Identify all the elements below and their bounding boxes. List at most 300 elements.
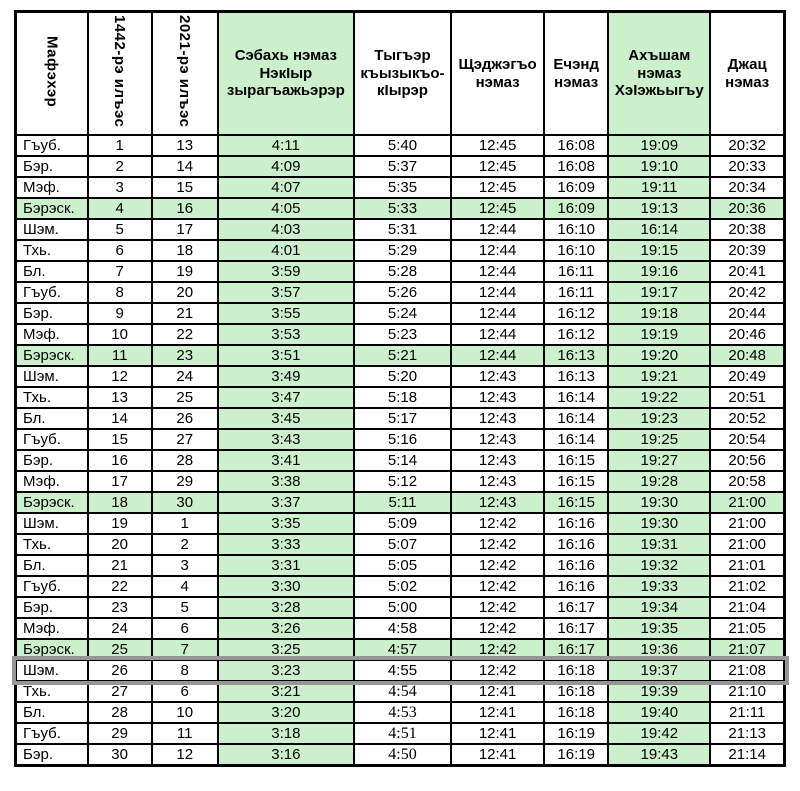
table-row: [16, 534, 785, 555]
time-cell: 4:03: [218, 219, 354, 240]
time-cell: 12:43: [451, 366, 544, 387]
day-cell: Бл.: [16, 555, 88, 576]
time-cell: 20:49: [710, 366, 784, 387]
time-cell: 16:16: [544, 534, 608, 555]
time-cell: 12:44: [451, 282, 544, 303]
time-cell: 4:51: [354, 723, 451, 744]
time-cell: 12:45: [451, 198, 544, 219]
table-row: [16, 261, 785, 282]
time-cell: 17: [88, 471, 152, 492]
time-cell: 16:14: [544, 387, 608, 408]
time-cell: 12:45: [451, 156, 544, 177]
time-cell: 7: [152, 639, 218, 660]
time-cell: 24: [88, 618, 152, 639]
time-cell: 21: [152, 303, 218, 324]
time-cell: 20: [152, 282, 218, 303]
time-cell: 21:02: [710, 576, 784, 597]
time-cell: 21:00: [710, 492, 784, 513]
time-cell: 5:18: [354, 387, 451, 408]
time-cell: 19:43: [608, 744, 710, 766]
time-cell: 16:17: [544, 639, 608, 660]
time-cell: 5:26: [354, 282, 451, 303]
day-cell: Тхь.: [16, 240, 88, 261]
day-cell: Бл.: [16, 702, 88, 723]
time-cell: 3:53: [218, 324, 354, 345]
time-cell: 26: [88, 660, 152, 681]
time-cell: 16:11: [544, 261, 608, 282]
time-cell: 4:01: [218, 240, 354, 261]
prayer-times-table: [14, 10, 786, 767]
time-cell: 12:45: [451, 177, 544, 198]
day-cell: Мэф.: [16, 618, 88, 639]
table-row: [16, 198, 785, 219]
time-cell: 19:10: [608, 156, 710, 177]
time-cell: 25: [88, 639, 152, 660]
day-cell: Мэф.: [16, 471, 88, 492]
time-cell: 5:11: [354, 492, 451, 513]
time-cell: 19:20: [608, 345, 710, 366]
time-cell: 12:42: [451, 639, 544, 660]
day-cell: Гъуб.: [16, 723, 88, 744]
time-cell: 20:54: [710, 429, 784, 450]
time-cell: 12:42: [451, 597, 544, 618]
time-cell: 16:13: [544, 366, 608, 387]
time-cell: 12:41: [451, 744, 544, 766]
day-cell: Бл.: [16, 261, 88, 282]
time-cell: 19:42: [608, 723, 710, 744]
day-cell: Бэр.: [16, 303, 88, 324]
time-cell: 4: [152, 576, 218, 597]
time-cell: 3: [152, 555, 218, 576]
day-cell: Бэрэск.: [16, 492, 88, 513]
time-cell: 28: [88, 702, 152, 723]
day-cell: Бэрэск.: [16, 345, 88, 366]
time-cell: 5:00: [354, 597, 451, 618]
day-cell: Шэм.: [16, 366, 88, 387]
time-cell: 12:43: [451, 471, 544, 492]
time-cell: 8: [88, 282, 152, 303]
time-cell: 26: [152, 408, 218, 429]
time-cell: 19: [88, 513, 152, 534]
time-cell: 16:16: [544, 513, 608, 534]
time-cell: 7: [88, 261, 152, 282]
time-cell: 11: [88, 345, 152, 366]
header-year-1442-label: 1442-рэ илъэс: [111, 15, 129, 128]
time-cell: 16: [88, 450, 152, 471]
time-cell: 20:58: [710, 471, 784, 492]
time-cell: 12:45: [451, 135, 544, 156]
time-cell: 27: [88, 681, 152, 702]
time-cell: 16:10: [544, 219, 608, 240]
day-cell: Тхь.: [16, 681, 88, 702]
time-cell: 3:35: [218, 513, 354, 534]
time-cell: 19:32: [608, 555, 710, 576]
table-row: [16, 387, 785, 408]
table-row: [16, 366, 785, 387]
time-cell: 19:37: [608, 660, 710, 681]
time-cell: 12:42: [451, 660, 544, 681]
time-cell: 12:43: [451, 387, 544, 408]
time-cell: 5:09: [354, 513, 451, 534]
time-cell: 3:16: [218, 744, 354, 766]
time-cell: 4:07: [218, 177, 354, 198]
time-cell: 3:51: [218, 345, 354, 366]
table-row: [16, 660, 785, 681]
time-cell: 12:44: [451, 240, 544, 261]
time-cell: 5:17: [354, 408, 451, 429]
time-cell: 3:47: [218, 387, 354, 408]
table-row: [16, 303, 785, 324]
time-cell: 12:41: [451, 702, 544, 723]
time-cell: 12:42: [451, 513, 544, 534]
header-afternoon-namaz: [544, 12, 608, 136]
time-cell: 30: [88, 744, 152, 766]
table-row: [16, 576, 785, 597]
time-cell: 18: [88, 492, 152, 513]
header-sabah-namaz: [218, 12, 354, 136]
time-cell: 12:42: [451, 576, 544, 597]
time-cell: 16:18: [544, 702, 608, 723]
day-cell: Шэм.: [16, 219, 88, 240]
time-cell: 20:48: [710, 345, 784, 366]
time-cell: 16:15: [544, 471, 608, 492]
header-year-2021-label: 2021-рэ илъэс: [176, 15, 194, 128]
time-cell: 5:35: [354, 177, 451, 198]
time-cell: 5:23: [354, 324, 451, 345]
time-cell: 22: [152, 324, 218, 345]
table-body: [16, 135, 785, 766]
time-cell: 10: [152, 702, 218, 723]
day-cell: Гъуб.: [16, 429, 88, 450]
time-cell: 16:10: [544, 240, 608, 261]
time-cell: 12:43: [451, 429, 544, 450]
time-cell: 5:31: [354, 219, 451, 240]
time-cell: 12:44: [451, 345, 544, 366]
time-cell: 1: [152, 513, 218, 534]
time-cell: 3:21: [218, 681, 354, 702]
time-cell: 4:09: [218, 156, 354, 177]
time-cell: 5:28: [354, 261, 451, 282]
table-row: [16, 555, 785, 576]
time-cell: 5:12: [354, 471, 451, 492]
time-cell: 30: [152, 492, 218, 513]
time-cell: 3:31: [218, 555, 354, 576]
time-cell: 21:04: [710, 597, 784, 618]
time-cell: 2: [88, 156, 152, 177]
time-cell: 3:38: [218, 471, 354, 492]
time-cell: 16:12: [544, 303, 608, 324]
table-row: [16, 324, 785, 345]
time-cell: 20:38: [710, 219, 784, 240]
table-row: [16, 282, 785, 303]
time-cell: 20: [88, 534, 152, 555]
time-cell: 3:59: [218, 261, 354, 282]
time-cell: 16:15: [544, 492, 608, 513]
time-cell: 25: [152, 387, 218, 408]
time-cell: 3:41: [218, 450, 354, 471]
time-cell: 11: [152, 723, 218, 744]
time-cell: 19:36: [608, 639, 710, 660]
time-cell: 8: [152, 660, 218, 681]
time-cell: 16:15: [544, 450, 608, 471]
header-midday-namaz: [451, 12, 544, 136]
time-cell: 6: [88, 240, 152, 261]
time-cell: 4:05: [218, 198, 354, 219]
time-cell: 5:20: [354, 366, 451, 387]
time-cell: 5:14: [354, 450, 451, 471]
time-cell: 12: [88, 366, 152, 387]
time-cell: 16:11: [544, 282, 608, 303]
time-cell: 3:23: [218, 660, 354, 681]
time-cell: 29: [152, 471, 218, 492]
day-cell: Гъуб.: [16, 282, 88, 303]
time-cell: 28: [152, 450, 218, 471]
time-cell: 5: [88, 219, 152, 240]
time-cell: 27: [152, 429, 218, 450]
time-cell: 16:16: [544, 555, 608, 576]
time-cell: 12:44: [451, 261, 544, 282]
day-cell: Бэр.: [16, 450, 88, 471]
time-cell: 19:21: [608, 366, 710, 387]
time-cell: 19:27: [608, 450, 710, 471]
time-cell: 20:56: [710, 450, 784, 471]
time-cell: 14: [152, 156, 218, 177]
time-cell: 20:46: [710, 324, 784, 345]
time-cell: 19:40: [608, 702, 710, 723]
time-cell: 19:22: [608, 387, 710, 408]
time-cell: 4:11: [218, 135, 354, 156]
time-cell: 10: [88, 324, 152, 345]
time-cell: 20:42: [710, 282, 784, 303]
table-row: [16, 450, 785, 471]
time-cell: 6: [152, 681, 218, 702]
time-cell: 29: [88, 723, 152, 744]
time-cell: 18: [152, 240, 218, 261]
time-cell: 3:20: [218, 702, 354, 723]
time-cell: 16:18: [544, 681, 608, 702]
header-night-namaz: [710, 12, 784, 136]
time-cell: 23: [88, 597, 152, 618]
day-cell: Бл.: [16, 408, 88, 429]
time-cell: 16:14: [544, 429, 608, 450]
table-row: [16, 219, 785, 240]
time-cell: 2: [152, 534, 218, 555]
header-afternoon-namaz-label: Ечэнд нэмаз: [553, 55, 599, 91]
header-midday-namaz-label: Щэджэгъо нэмаз: [458, 55, 537, 91]
table-row: [16, 345, 785, 366]
table-row: [16, 702, 785, 723]
time-cell: 19:31: [608, 534, 710, 555]
time-cell: 21:01: [710, 555, 784, 576]
time-cell: 16:08: [544, 135, 608, 156]
header-days-label: Мафэхэр: [43, 35, 61, 107]
time-cell: 3:45: [218, 408, 354, 429]
time-cell: 16:09: [544, 198, 608, 219]
header-sunrise-label: Тыгъэр къызыкъо-кIырэр: [360, 47, 445, 100]
time-cell: 16:12: [544, 324, 608, 345]
time-cell: 21:07: [710, 639, 784, 660]
time-cell: 1: [88, 135, 152, 156]
time-cell: 21:11: [710, 702, 784, 723]
time-cell: 16:19: [544, 723, 608, 744]
time-cell: 19:13: [608, 198, 710, 219]
day-cell: Бэрэск.: [16, 639, 88, 660]
time-cell: 19:28: [608, 471, 710, 492]
time-cell: 4:54: [354, 681, 451, 702]
table-row: [16, 429, 785, 450]
time-cell: 20:52: [710, 408, 784, 429]
time-cell: 19:11: [608, 177, 710, 198]
time-cell: 16:16: [544, 576, 608, 597]
day-cell: Бэр.: [16, 156, 88, 177]
time-cell: 3:49: [218, 366, 354, 387]
time-cell: 9: [88, 303, 152, 324]
time-cell: 21:10: [710, 681, 784, 702]
time-cell: 16:14: [608, 219, 710, 240]
header-sunrise: [354, 12, 451, 136]
time-cell: 12:44: [451, 219, 544, 240]
time-cell: 3:18: [218, 723, 354, 744]
time-cell: 16:09: [544, 177, 608, 198]
time-cell: 20:41: [710, 261, 784, 282]
time-cell: 19:15: [608, 240, 710, 261]
day-cell: Мэф.: [16, 324, 88, 345]
time-cell: 5:37: [354, 156, 451, 177]
header-year-1442: [88, 12, 152, 136]
time-cell: 16:17: [544, 597, 608, 618]
time-cell: 5:07: [354, 534, 451, 555]
time-cell: 19:30: [608, 513, 710, 534]
time-cell: 4:53: [354, 702, 451, 723]
time-cell: 12:42: [451, 555, 544, 576]
time-cell: 12:44: [451, 324, 544, 345]
time-cell: 12:42: [451, 618, 544, 639]
time-cell: 21:00: [710, 513, 784, 534]
time-cell: 21:14: [710, 744, 784, 766]
time-cell: 19: [152, 261, 218, 282]
time-cell: 22: [88, 576, 152, 597]
time-cell: 5:21: [354, 345, 451, 366]
day-cell: Бэр.: [16, 597, 88, 618]
time-cell: 4:50: [354, 744, 451, 766]
time-cell: 20:51: [710, 387, 784, 408]
time-cell: 24: [152, 366, 218, 387]
table-row: [16, 135, 785, 156]
time-cell: 12:44: [451, 303, 544, 324]
time-cell: 3:55: [218, 303, 354, 324]
time-cell: 21:08: [710, 660, 784, 681]
time-cell: 16:14: [544, 408, 608, 429]
day-cell: Гъуб.: [16, 576, 88, 597]
time-cell: 13: [88, 387, 152, 408]
time-cell: 19:30: [608, 492, 710, 513]
time-cell: 16:13: [544, 345, 608, 366]
time-cell: 21: [88, 555, 152, 576]
time-cell: 20:34: [710, 177, 784, 198]
time-cell: 3:37: [218, 492, 354, 513]
time-cell: 12:43: [451, 492, 544, 513]
table-row: [16, 618, 785, 639]
time-cell: 3:28: [218, 597, 354, 618]
table-row: [16, 177, 785, 198]
time-cell: 16:19: [544, 744, 608, 766]
time-cell: 20:33: [710, 156, 784, 177]
header-night-namaz-label: Джац нэмаз: [725, 55, 770, 91]
time-cell: 5:40: [354, 135, 451, 156]
table-row: [16, 240, 785, 261]
time-cell: 4:57: [354, 639, 451, 660]
time-cell: 19:18: [608, 303, 710, 324]
day-cell: Гъуб.: [16, 135, 88, 156]
time-cell: 12:43: [451, 450, 544, 471]
time-cell: 19:25: [608, 429, 710, 450]
day-cell: Шэм.: [16, 660, 88, 681]
time-cell: 5:33: [354, 198, 451, 219]
time-cell: 4:55: [354, 660, 451, 681]
time-cell: 19:23: [608, 408, 710, 429]
time-cell: 3:30: [218, 576, 354, 597]
time-cell: 5: [152, 597, 218, 618]
time-cell: 16:18: [544, 660, 608, 681]
time-cell: 19:17: [608, 282, 710, 303]
table-row: [16, 681, 785, 702]
time-cell: 19:34: [608, 597, 710, 618]
time-cell: 23: [152, 345, 218, 366]
time-cell: 17: [152, 219, 218, 240]
time-cell: 3: [88, 177, 152, 198]
time-cell: 5:02: [354, 576, 451, 597]
time-cell: 20:39: [710, 240, 784, 261]
time-cell: 14: [88, 408, 152, 429]
time-cell: 12:41: [451, 723, 544, 744]
time-cell: 4:58: [354, 618, 451, 639]
time-cell: 5:24: [354, 303, 451, 324]
header-evening-namaz: [608, 12, 710, 136]
table-row: [16, 744, 785, 766]
time-cell: 12: [152, 744, 218, 766]
time-cell: 21:05: [710, 618, 784, 639]
time-cell: 12:41: [451, 681, 544, 702]
table-row: [16, 471, 785, 492]
time-cell: 3:33: [218, 534, 354, 555]
day-cell: Шэм.: [16, 513, 88, 534]
time-cell: 16: [152, 198, 218, 219]
time-cell: 16:08: [544, 156, 608, 177]
time-cell: 21:00: [710, 534, 784, 555]
time-cell: 12:42: [451, 534, 544, 555]
time-cell: 5:05: [354, 555, 451, 576]
header-sabah-namaz-label: Сэбахь нэмаз НэкIыр зырагъажьэрэр: [226, 47, 345, 100]
table-row: [16, 408, 785, 429]
time-cell: 19:35: [608, 618, 710, 639]
day-cell: Тхь.: [16, 387, 88, 408]
time-cell: 3:26: [218, 618, 354, 639]
time-cell: 6: [152, 618, 218, 639]
time-cell: 19:19: [608, 324, 710, 345]
header-days: [16, 12, 88, 136]
day-cell: Бэр.: [16, 744, 88, 766]
day-cell: Тхь.: [16, 534, 88, 555]
time-cell: 5:16: [354, 429, 451, 450]
time-cell: 3:43: [218, 429, 354, 450]
time-cell: 20:44: [710, 303, 784, 324]
header-row: [16, 12, 785, 136]
table-row: [16, 639, 785, 660]
table-row: [16, 156, 785, 177]
time-cell: 16:17: [544, 618, 608, 639]
time-cell: 19:16: [608, 261, 710, 282]
time-cell: 15: [88, 429, 152, 450]
